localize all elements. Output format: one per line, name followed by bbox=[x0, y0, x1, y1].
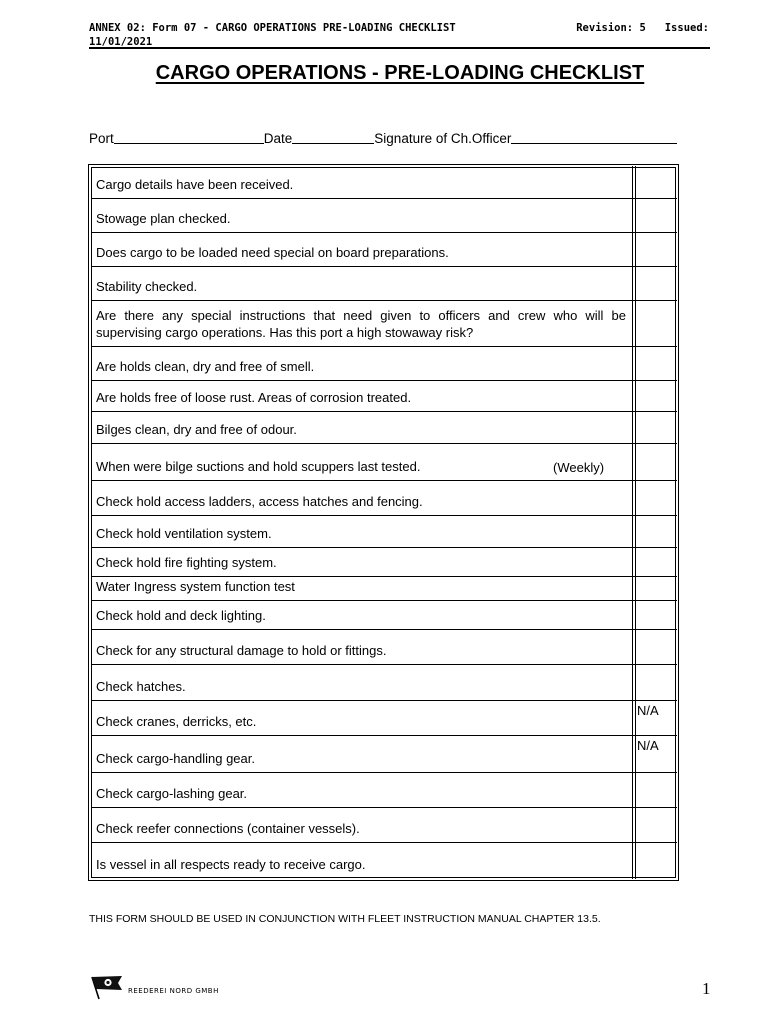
checklist-row bbox=[91, 412, 677, 444]
checklist-row bbox=[91, 736, 677, 773]
page-number: 1 bbox=[702, 979, 711, 998]
checklist-row bbox=[91, 808, 677, 843]
footnote: THIS FORM SHOULD BE USED IN CONJUNCTION WITH FLEET INSTRUCTION MANUAL CHAPTER 13.5. bbox=[89, 913, 601, 925]
header-rule bbox=[89, 47, 710, 49]
checklist-row bbox=[91, 167, 677, 199]
checklist-row bbox=[91, 481, 677, 516]
checklist-checkbox-cell[interactable] bbox=[637, 235, 673, 265]
checklist-item-text: Check hold access ladders, access hatches and fencing. bbox=[96, 494, 423, 509]
checklist-checkbox-cell[interactable] bbox=[637, 518, 673, 546]
checklist-checkbox-cell[interactable] bbox=[637, 579, 673, 599]
checklist-row bbox=[91, 601, 677, 630]
checklist-row bbox=[91, 233, 677, 267]
checklist-checkbox-cell[interactable] bbox=[637, 603, 673, 628]
page-title: CARGO OPERATIONS - PRE-LOADING CHECKLIST bbox=[155, 62, 645, 84]
checklist-item-text: Check hold and deck lighting. bbox=[96, 608, 266, 623]
signature-label: Signature of Ch.Officer bbox=[374, 131, 512, 146]
checklist-item-text: Check hatches. bbox=[96, 679, 186, 694]
checklist-checkbox-cell[interactable] bbox=[637, 775, 673, 806]
checklist-row bbox=[91, 630, 677, 665]
checklist-row bbox=[91, 444, 677, 481]
date-field[interactable] bbox=[292, 130, 374, 144]
checklist-checkbox-cell[interactable] bbox=[637, 269, 673, 299]
checklist-checkbox-cell[interactable] bbox=[637, 810, 673, 841]
checklist-row bbox=[91, 843, 677, 878]
checklist-checkbox-cell[interactable] bbox=[637, 845, 673, 876]
checklist-checkbox-cell[interactable] bbox=[637, 383, 673, 410]
checklist-row bbox=[91, 516, 677, 548]
annex-title: ANNEX 02: Form 07 - CARGO OPERATIONS PRE-LOADING CHECKLIST bbox=[89, 22, 456, 34]
checklist-checkbox-cell[interactable] bbox=[637, 446, 673, 479]
checklist-checkbox-cell[interactable] bbox=[637, 169, 673, 197]
checklist-checkbox-cell[interactable] bbox=[637, 550, 673, 575]
checklist-row bbox=[91, 347, 677, 381]
checklist-row bbox=[91, 301, 677, 347]
checklist-checkbox-cell[interactable] bbox=[637, 667, 673, 699]
checklist-item-text: Check cargo-handling gear. bbox=[96, 751, 255, 766]
port-label: Port bbox=[89, 131, 114, 146]
checklist-item-text: Bilges clean, dry and free of odour. bbox=[96, 422, 297, 437]
company-name: REEDEREI NORD GMBH bbox=[128, 987, 219, 995]
checklist-item-text: Stability checked. bbox=[96, 279, 198, 294]
checklist-item-text: Is vessel in all respects ready to receive cargo. bbox=[96, 857, 366, 872]
checklist-item-text: Are holds clean, dry and free of smell. bbox=[96, 359, 315, 374]
checklist-checkbox-cell[interactable]: N/A bbox=[637, 738, 659, 753]
document-header bbox=[89, 21, 709, 49]
date-label: Date bbox=[263, 131, 293, 146]
checklist-checkbox-cell[interactable] bbox=[637, 414, 673, 442]
checklist-checkbox-cell[interactable] bbox=[637, 483, 673, 514]
flag-logo-icon bbox=[88, 974, 124, 1005]
checklist-row bbox=[91, 665, 677, 701]
port-field[interactable] bbox=[114, 130, 264, 144]
signature-field[interactable] bbox=[511, 130, 677, 144]
checklist-checkbox-cell[interactable]: N/A bbox=[637, 703, 659, 718]
checklist-row bbox=[91, 381, 677, 412]
checklist-item-text: Are there any special instructions that need given to officers and crew who will be supervising cargo operations. Has this port a high stowaway risk? bbox=[96, 308, 626, 340]
checklist-checkbox-cell[interactable] bbox=[637, 349, 673, 379]
checklist-item-text: Check hold ventilation system. bbox=[96, 526, 272, 541]
checklist-item-text: Are holds free of loose rust. Areas of corrosion treated. bbox=[96, 390, 412, 405]
checklist-checkbox-cell[interactable] bbox=[637, 201, 673, 231]
checklist-item-text: Check cranes, derricks, etc. bbox=[96, 714, 257, 729]
checklist-checkbox-cell[interactable] bbox=[637, 303, 673, 345]
checklist-item-note: (Weekly) bbox=[553, 460, 605, 475]
checklist-item-text: Cargo details have been received. bbox=[96, 177, 294, 192]
checklist-row bbox=[91, 199, 677, 233]
checklist-row bbox=[91, 773, 677, 808]
checklist-item-text: Water Ingress system function test bbox=[96, 579, 295, 594]
checklist-item-text: Check hold fire fighting system. bbox=[96, 555, 277, 570]
checklist-item-text: Stowage plan checked. bbox=[96, 211, 231, 226]
checklist-item-text: Check for any structural damage to hold or fittings. bbox=[96, 643, 387, 658]
checklist-item-text: When were bilge suctions and hold scuppers last tested. bbox=[96, 459, 421, 474]
checklist-item-text: Check cargo-lashing gear. bbox=[96, 786, 248, 801]
checklist-checkbox-cell[interactable] bbox=[637, 632, 673, 663]
checklist-row bbox=[91, 577, 677, 601]
revision-info: Revision: 5 Issued: bbox=[576, 22, 709, 34]
checklist-row bbox=[91, 548, 677, 577]
checklist-item-text: Check reefer connections (container vessels). bbox=[96, 821, 360, 836]
checklist-row bbox=[91, 701, 677, 736]
form-fields bbox=[89, 130, 677, 146]
checklist-row bbox=[91, 267, 677, 301]
issued-date: 11/01/2021 bbox=[89, 36, 153, 48]
checklist-item-text: Does cargo to be loaded need special on board preparations. bbox=[96, 245, 449, 260]
